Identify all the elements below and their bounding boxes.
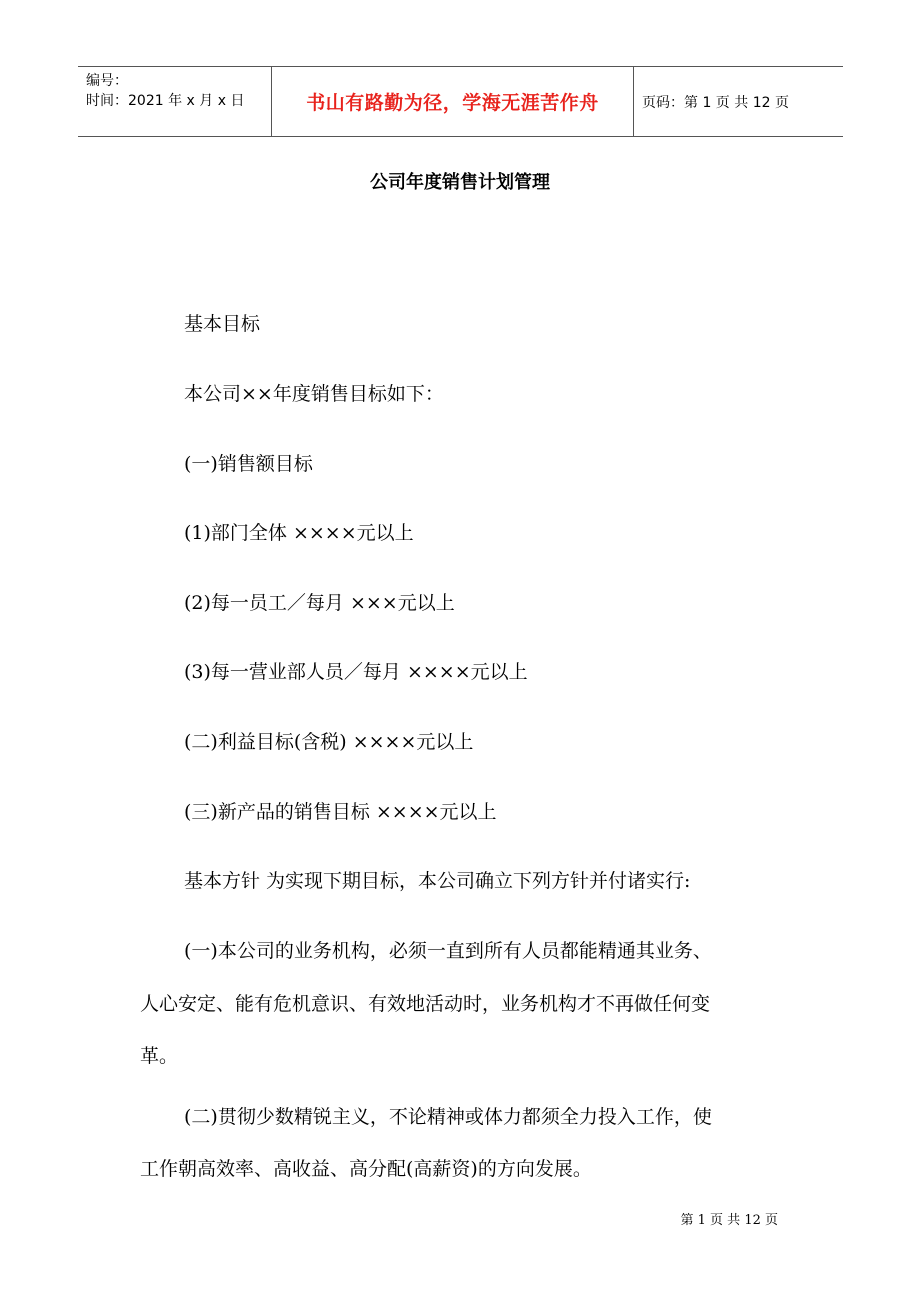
document-title: 公司年度销售计划管理 bbox=[370, 172, 550, 193]
document-number-label: 编号： bbox=[86, 73, 128, 89]
paragraph-line: (2)每一员工／每月 ×××元以上 bbox=[184, 592, 455, 614]
paragraph-line: 人心安定、能有危机意识、有效地活动时，业务机构才不再做任何变 bbox=[140, 993, 711, 1015]
paragraph-line: (一)本公司的业务机构，必须一直到所有人员都能精通其业务、 bbox=[184, 940, 712, 962]
paragraph-line: (3)每一营业部人员／每月 ××××元以上 bbox=[184, 661, 528, 683]
page-footer: 第 1 页 共 12 页 bbox=[680, 1213, 778, 1228]
header-meta bbox=[78, 67, 272, 136]
document-time-label: 时间：2021 年 x 月 x 日 bbox=[86, 93, 245, 109]
section-heading-basic-goal: 基本目标 bbox=[184, 313, 261, 335]
paragraph-line: 工作朝高效率、高收益、高分配(高薪资)的方向发展。 bbox=[140, 1158, 592, 1180]
section-heading-basic-policy: 基本方针 为实现下期目标，本公司确立下列方针并付诸实行: bbox=[184, 870, 691, 892]
paragraph-line: (二)贯彻少数精锐主义，不论精神或体力都须全力投入工作，使 bbox=[184, 1106, 712, 1128]
paragraph-line: 革。 bbox=[140, 1045, 179, 1067]
paragraph-line: (三)新产品的销售目标 ××××元以上 bbox=[184, 801, 497, 823]
paragraph-line: (1)部门全体 ××××元以上 bbox=[184, 522, 414, 544]
header-motto: 书山有路勤为径，学海无涯苦作舟 bbox=[272, 67, 634, 136]
paragraph-line: 本公司××年度销售目标如下： bbox=[184, 383, 444, 405]
paragraph-line: (二)利益目标(含税) ××××元以上 bbox=[184, 731, 474, 753]
header-page-info: 页码：第 1 页 共 12 页 bbox=[642, 94, 789, 111]
paragraph-line: (一)销售额目标 bbox=[184, 453, 313, 475]
page-header bbox=[78, 66, 843, 137]
